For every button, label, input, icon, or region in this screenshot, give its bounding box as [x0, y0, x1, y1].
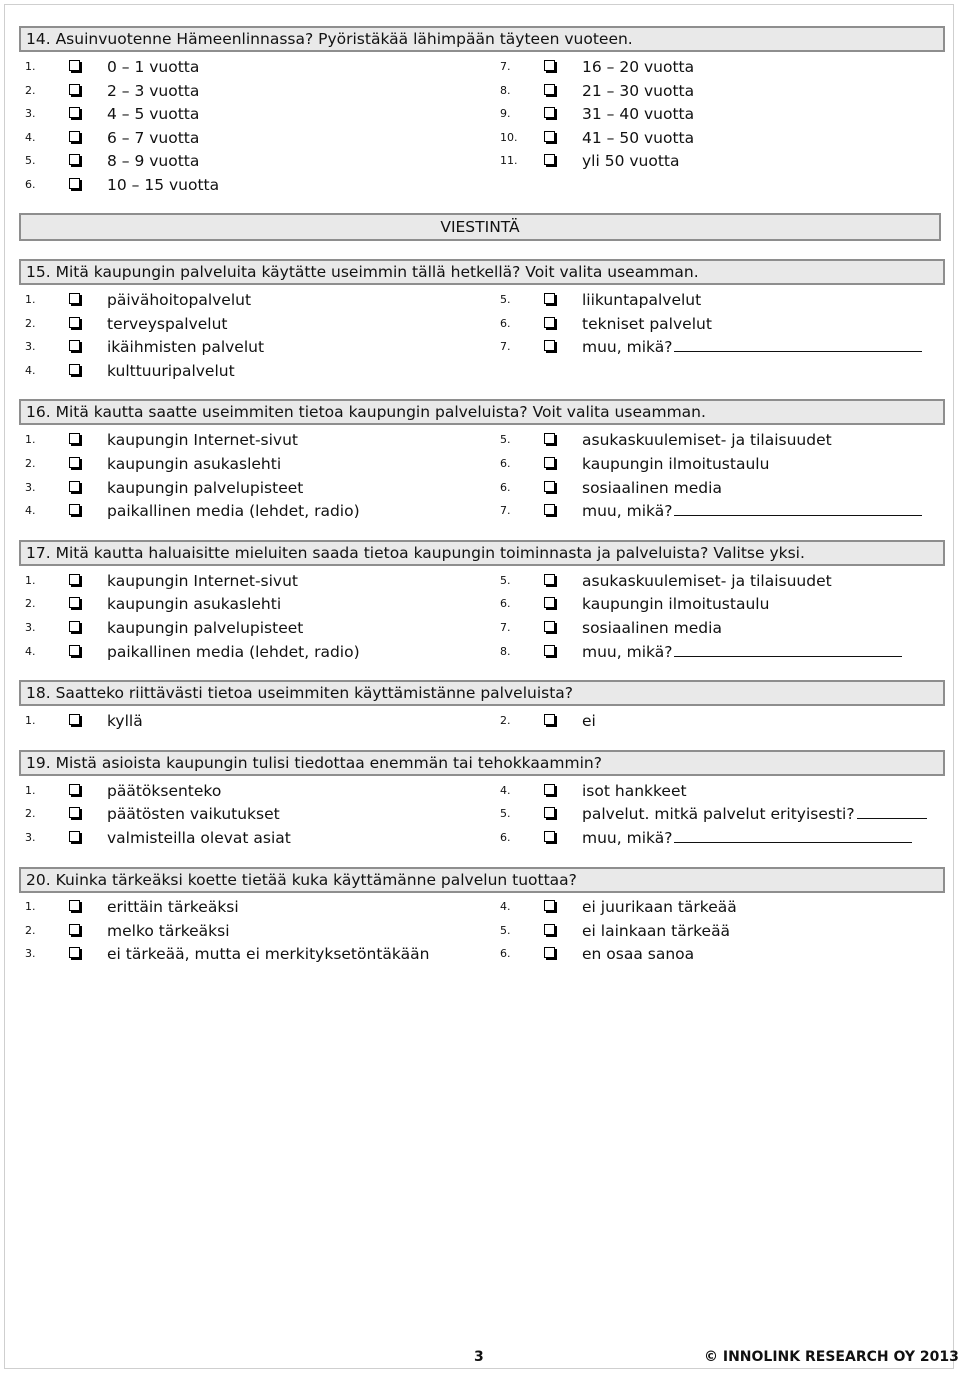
checkbox[interactable]: [544, 340, 555, 351]
option-label: 16 – 20 vuotta: [582, 58, 695, 76]
option-number: 3.: [25, 947, 36, 960]
option-label: [582, 336, 922, 358]
option-number: 10.: [500, 131, 518, 144]
option-label: sosiaalinen media: [582, 479, 722, 497]
checkbox[interactable]: [69, 597, 80, 608]
checkbox[interactable]: [544, 621, 555, 632]
option-label-text: muu, mikä?: [582, 829, 673, 847]
question-14-title: 14. Asuinvuotenne Hämeenlinnassa? Pyöristäkää lähimpään täyteen vuoteen.: [19, 26, 945, 52]
checkbox[interactable]: [69, 621, 80, 632]
question-17-title: 17. Mitä kautta haluaisitte mieluiten saada tietoa kaupungin toiminnasta ja palveluista? Valitse yksi.: [19, 540, 945, 566]
checkbox[interactable]: [69, 317, 80, 328]
option-label: valmisteilla olevat asiat: [107, 829, 291, 847]
option-number: 7.: [500, 621, 511, 634]
checkbox[interactable]: [544, 645, 555, 656]
checkbox[interactable]: [69, 178, 80, 189]
option-label: ei: [582, 712, 596, 730]
option-number: 1.: [25, 433, 36, 446]
option-number: 7.: [500, 60, 511, 73]
option-label-text: muu, mikä?: [582, 643, 673, 661]
question-18-title: 18. Saatteko riittävästi tietoa useimmiten käyttämistänne palveluista?: [19, 680, 945, 706]
option-label: 0 – 1 vuotta: [107, 58, 200, 76]
option-label: [582, 641, 902, 663]
checkbox[interactable]: [69, 84, 80, 95]
other-answer-line[interactable]: [674, 337, 922, 352]
option-number: 6.: [500, 457, 511, 470]
option-label: [582, 500, 922, 522]
option-number: 5.: [500, 293, 511, 306]
option-number: 5.: [500, 433, 511, 446]
question-20-title: 20. Kuinka tärkeäksi koette tietää kuka käyttämänne palvelun tuottaa?: [19, 867, 945, 893]
option-label: kaupungin Internet-sivut: [107, 431, 299, 449]
option-label: asukaskuulemiset- ja tilaisuudet: [582, 572, 832, 590]
option-label: asukaskuulemiset- ja tilaisuudet: [582, 431, 832, 449]
checkbox[interactable]: [69, 457, 80, 468]
option-number: 5.: [25, 154, 36, 167]
option-number: 4.: [500, 784, 511, 797]
checkbox[interactable]: [69, 481, 80, 492]
option-label: paikallinen media (lehdet, radio): [107, 643, 360, 661]
option-number: 3.: [25, 340, 36, 353]
option-number: 1.: [25, 900, 36, 913]
checkbox[interactable]: [69, 714, 80, 725]
option-label: 2 – 3 vuotta: [107, 82, 200, 100]
option-label: yli 50 vuotta: [582, 152, 680, 170]
option-number: 2.: [25, 317, 36, 330]
checkbox[interactable]: [69, 831, 80, 842]
option-label: erittäin tärkeäksi: [107, 898, 239, 916]
checkbox[interactable]: [544, 60, 555, 71]
option-number: 3.: [25, 481, 36, 494]
option-label: terveyspalvelut: [107, 315, 228, 333]
option-number: 1.: [25, 784, 36, 797]
checkbox[interactable]: [544, 924, 555, 935]
checkbox[interactable]: [69, 364, 80, 375]
checkbox[interactable]: [69, 900, 80, 911]
option-number: 7.: [500, 340, 511, 353]
checkbox[interactable]: [544, 84, 555, 95]
option-label: tekniset palvelut: [582, 315, 712, 333]
option-number: 1.: [25, 293, 36, 306]
option-label: kaupungin ilmoitustaulu: [582, 455, 770, 473]
checkbox[interactable]: [544, 597, 555, 608]
checkbox[interactable]: [544, 900, 555, 911]
option-label: [582, 803, 927, 825]
option-number: 2.: [25, 807, 36, 820]
option-label: isot hankkeet: [582, 782, 687, 800]
option-label: päätösten vaikutukset: [107, 805, 280, 823]
option-number: 1.: [25, 574, 36, 587]
option-number: 2.: [25, 84, 36, 97]
checkbox[interactable]: [544, 154, 555, 165]
checkbox[interactable]: [544, 433, 555, 444]
other-answer-line[interactable]: [674, 642, 902, 657]
checkbox[interactable]: [69, 574, 80, 585]
option-number: 7.: [500, 504, 511, 517]
option-number: 11.: [500, 154, 518, 167]
option-number: 6.: [25, 178, 36, 191]
option-label-text: palvelut. mitkä palvelut erityisesti?: [582, 805, 855, 823]
checkbox[interactable]: [69, 504, 80, 515]
option-number: 1.: [25, 714, 36, 727]
option-label: kaupungin Internet-sivut: [107, 572, 299, 590]
checkbox[interactable]: [69, 947, 80, 958]
option-label: ikäihmisten palvelut: [107, 338, 265, 356]
option-label: liikuntapalvelut: [582, 291, 702, 309]
checkbox[interactable]: [69, 924, 80, 935]
option-label: kyllä: [107, 712, 143, 730]
checkbox[interactable]: [69, 131, 80, 142]
option-number: 5.: [500, 924, 511, 937]
option-label: en osaa sanoa: [582, 945, 695, 963]
option-number: 2.: [25, 924, 36, 937]
option-label: kulttuuripalvelut: [107, 362, 235, 380]
checkbox[interactable]: [69, 154, 80, 165]
checkbox[interactable]: [544, 784, 555, 795]
option-number: 5.: [500, 807, 511, 820]
option-number: 2.: [25, 457, 36, 470]
option-label: 21 – 30 vuotta: [582, 82, 695, 100]
checkbox[interactable]: [69, 807, 80, 818]
option-label: 41 – 50 vuotta: [582, 129, 695, 147]
page-number: 3: [474, 1349, 484, 1365]
option-number: 3.: [25, 621, 36, 634]
option-label: 10 – 15 vuotta: [107, 176, 220, 194]
question-19-title: 19. Mistä asioista kaupungin tulisi tiedottaa enemmän tai tehokkaammin?: [19, 750, 945, 776]
checkbox[interactable]: [69, 433, 80, 444]
checkbox[interactable]: [544, 807, 555, 818]
option-number: 3.: [25, 107, 36, 120]
option-number: 4.: [25, 645, 36, 658]
checkbox[interactable]: [69, 340, 80, 351]
option-label: kaupungin palvelupisteet: [107, 479, 304, 497]
question-16-title: 16. Mitä kautta saatte useimmiten tietoa kaupungin palveluista? Voit valita useamman.: [19, 399, 945, 425]
option-label: 6 – 7 vuotta: [107, 129, 200, 147]
option-label: 8 – 9 vuotta: [107, 152, 200, 170]
section-title: VIESTINTÄ: [19, 213, 941, 241]
option-label-text: muu, mikä?: [582, 338, 673, 356]
option-number: 2.: [25, 597, 36, 610]
option-number: 4.: [500, 900, 511, 913]
checkbox[interactable]: [544, 481, 555, 492]
option-number: 8.: [500, 645, 511, 658]
checkbox[interactable]: [69, 293, 80, 304]
option-label: 4 – 5 vuotta: [107, 105, 200, 123]
option-number: 6.: [500, 317, 511, 330]
option-number: 6.: [500, 597, 511, 610]
checkbox[interactable]: [544, 831, 555, 842]
checkbox[interactable]: [544, 504, 555, 515]
option-number: 4.: [25, 364, 36, 377]
copyright-notice: © INNOLINK RESEARCH OY 2013: [704, 1349, 959, 1365]
option-label: kaupungin ilmoitustaulu: [582, 595, 770, 613]
option-number: 8.: [500, 84, 511, 97]
checkbox[interactable]: [544, 457, 555, 468]
checkbox[interactable]: [69, 645, 80, 656]
option-label: [582, 827, 912, 849]
checkbox[interactable]: [69, 784, 80, 795]
other-answer-line[interactable]: [674, 501, 922, 516]
checkbox[interactable]: [544, 317, 555, 328]
option-number: 1.: [25, 60, 36, 73]
checkbox[interactable]: [544, 293, 555, 304]
option-number: 9.: [500, 107, 511, 120]
option-number: 4.: [25, 504, 36, 517]
checkbox[interactable]: [544, 131, 555, 142]
option-label: kaupungin asukaslehti: [107, 595, 282, 613]
option-label: sosiaalinen media: [582, 619, 722, 637]
option-label: 31 – 40 vuotta: [582, 105, 695, 123]
question-15-title: 15. Mitä kaupungin palveluita käytätte useimmin tällä hetkellä? Voit valita useamman.: [19, 259, 945, 285]
option-label: kaupungin palvelupisteet: [107, 619, 304, 637]
option-number: 5.: [500, 574, 511, 587]
option-label-text: muu, mikä?: [582, 502, 673, 520]
option-label: päätöksenteko: [107, 782, 222, 800]
checkbox[interactable]: [69, 60, 80, 71]
checkbox[interactable]: [69, 107, 80, 118]
option-label: melko tärkeäksi: [107, 922, 230, 940]
option-number: 4.: [25, 131, 36, 144]
option-label: paikallinen media (lehdet, radio): [107, 502, 360, 520]
option-number: 6.: [500, 947, 511, 960]
other-answer-line[interactable]: [674, 828, 912, 843]
option-label: ei juurikaan tärkeää: [582, 898, 737, 916]
checkbox[interactable]: [544, 947, 555, 958]
option-number: 6.: [500, 481, 511, 494]
option-number: 3.: [25, 831, 36, 844]
option-label: ei lainkaan tärkeää: [582, 922, 731, 940]
option-number: 2.: [500, 714, 511, 727]
checkbox[interactable]: [544, 714, 555, 725]
option-label: ei tärkeää, mutta ei merkityksetöntäkään: [107, 945, 430, 963]
option-label: päivähoitopalvelut: [107, 291, 252, 309]
other-answer-line[interactable]: [857, 804, 927, 819]
option-number: 6.: [500, 831, 511, 844]
checkbox[interactable]: [544, 107, 555, 118]
checkbox[interactable]: [544, 574, 555, 585]
option-label: kaupungin asukaslehti: [107, 455, 282, 473]
